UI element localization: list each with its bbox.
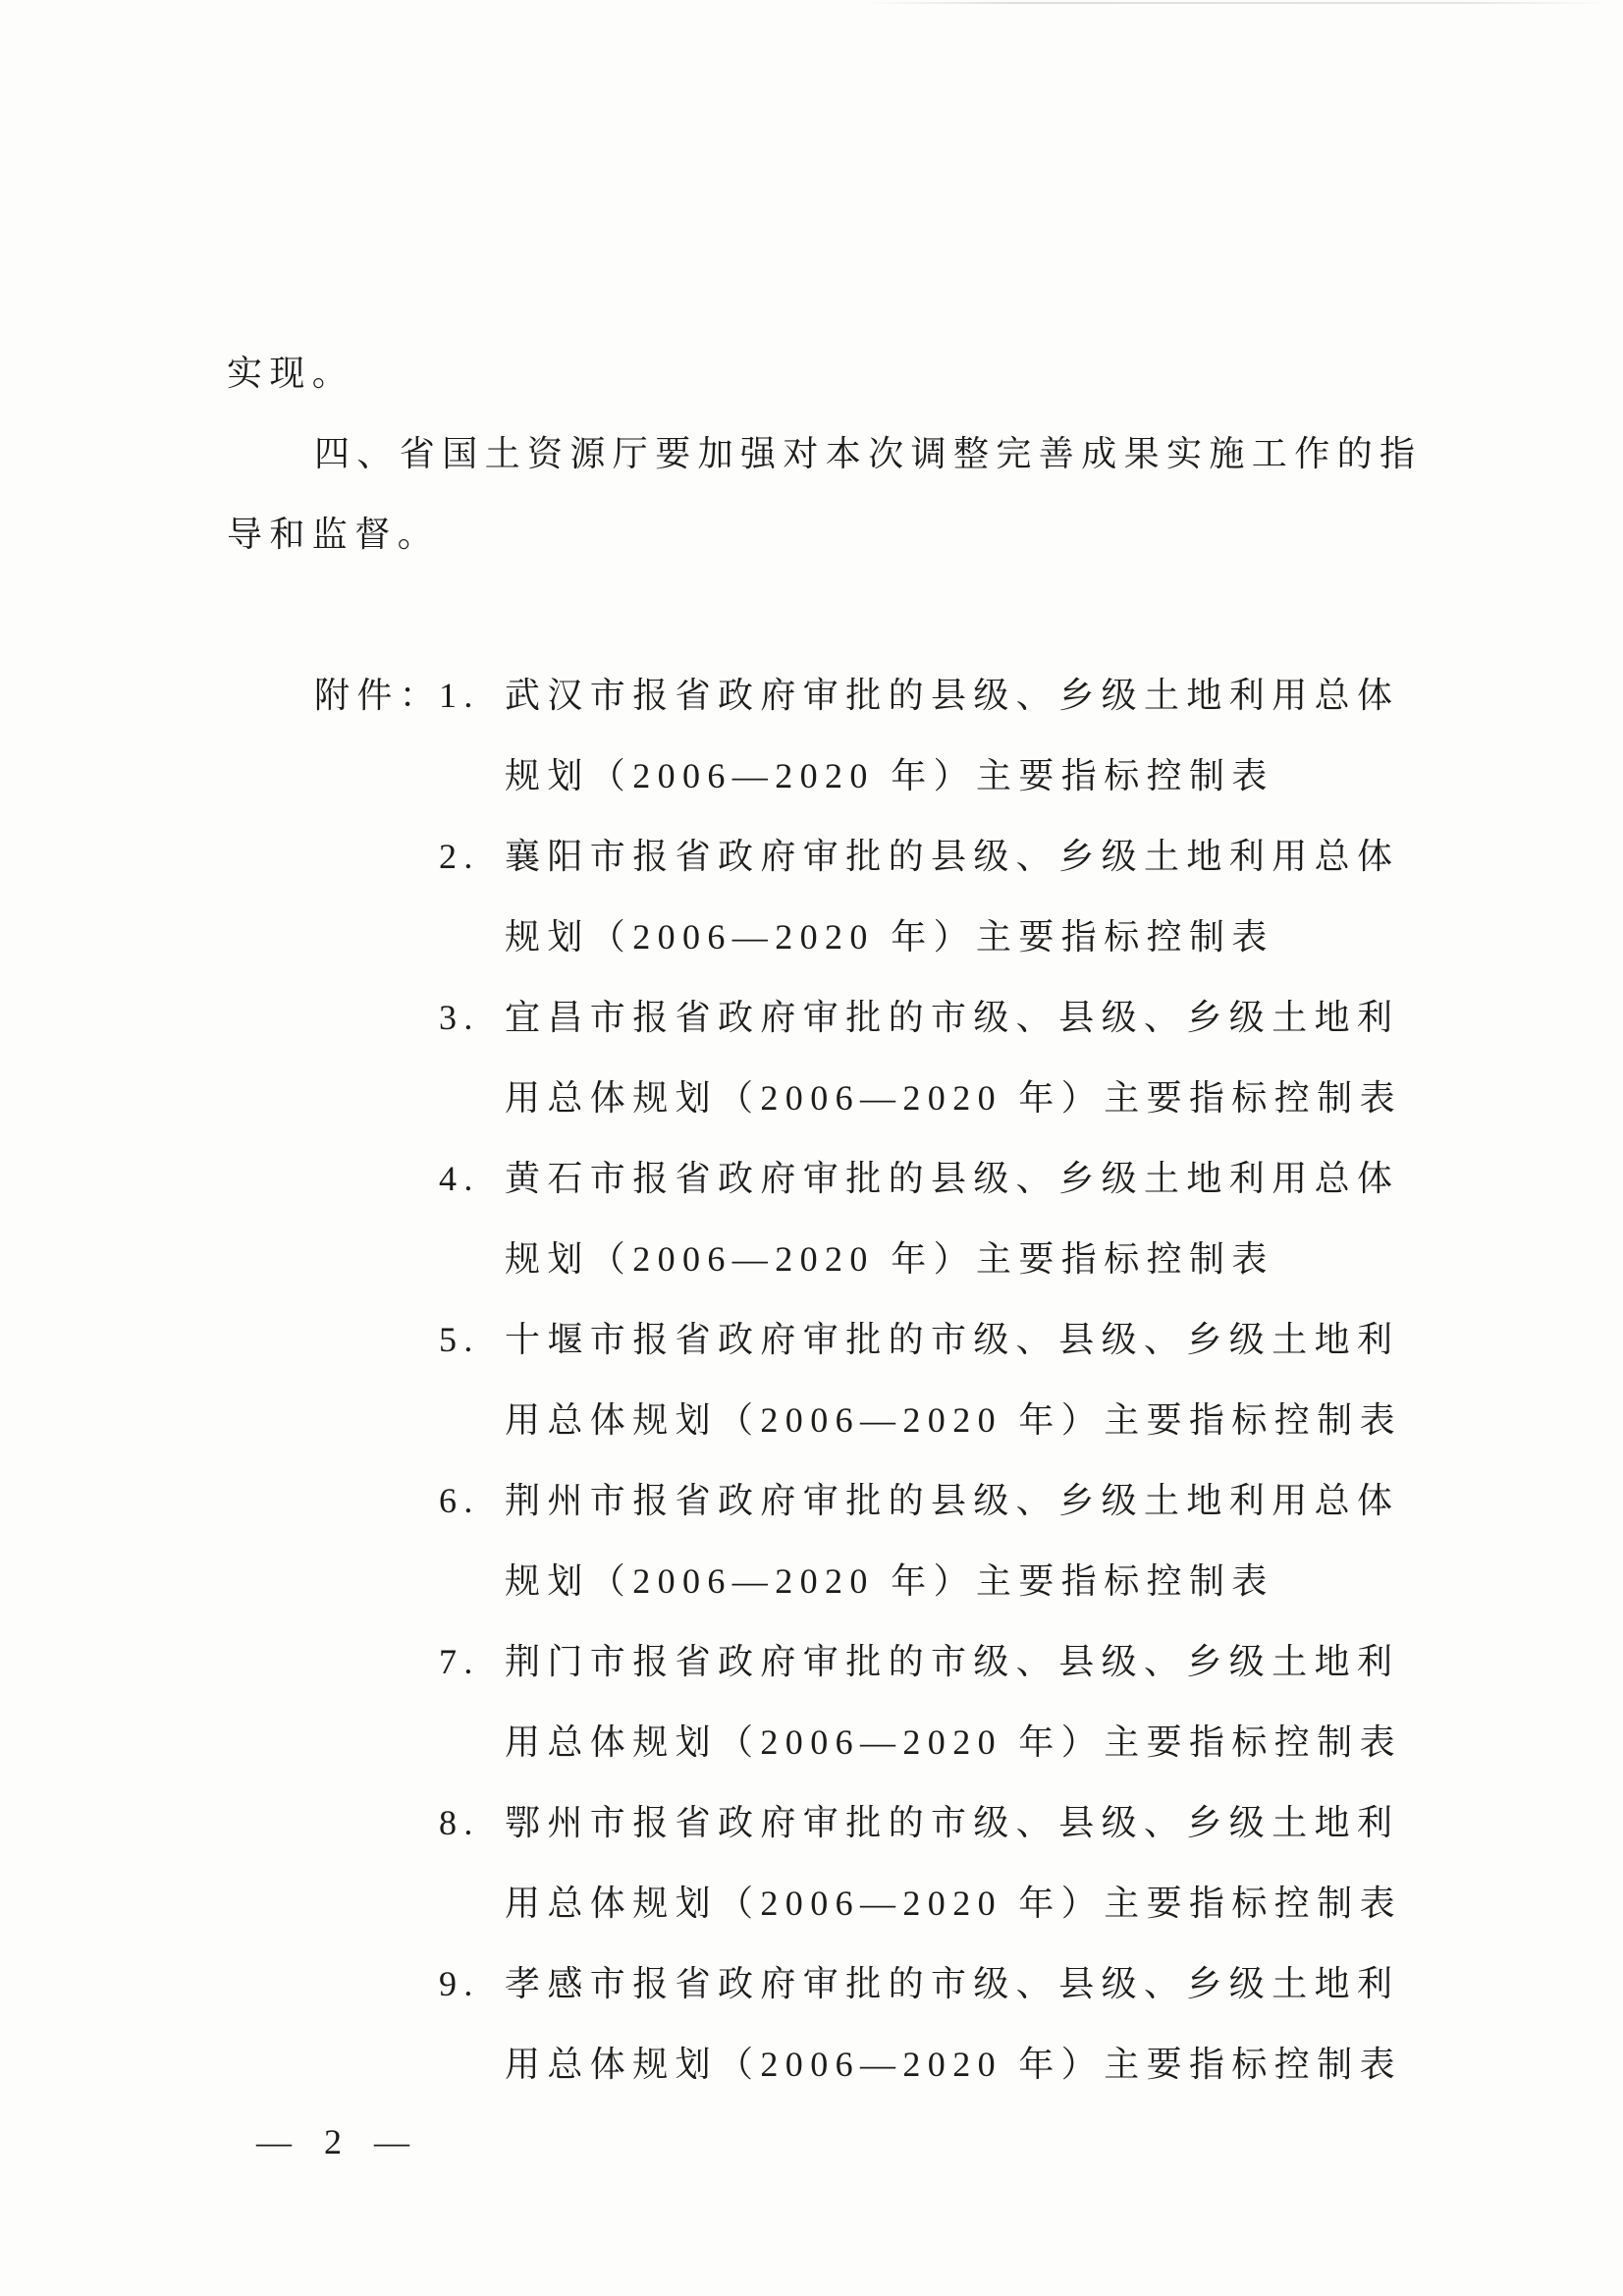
attachment-number: 4.: [439, 1159, 480, 1198]
attachment-item: [439, 1621, 1503, 1782]
attachment-number: 1.: [439, 676, 480, 715]
attachment-list: [227, 655, 1503, 2105]
attachment-title: [505, 1299, 1402, 1460]
attachment-item: [439, 1460, 1503, 1621]
page-number: — 2 —: [256, 2122, 415, 2161]
attachment-number: 8.: [439, 1803, 480, 1842]
attachment-number: 3.: [439, 998, 480, 1037]
attachment-title-line: 荆州市报省政府审批的县级、乡级土地利用总体: [505, 1481, 1400, 1520]
attachment-title-line: 孝感市报省政府审批的市级、县级、乡级土地利: [505, 1964, 1400, 2003]
attachment-title-line: 规划（2006—2020 年）主要指标控制表: [505, 1239, 1274, 1279]
attachment-title: [505, 816, 1399, 977]
attachment-title: [505, 1138, 1399, 1299]
attachment-title-line: 十堰市报省政府审批的市级、县级、乡级土地利: [505, 1320, 1400, 1359]
attachment-title-line: 宜昌市报省政府审批的市级、县级、乡级土地利: [505, 998, 1400, 1037]
attachment-title: [505, 1460, 1399, 1621]
attachment-title-line: 用总体规划（2006—2020 年）主要指标控制表: [505, 1884, 1403, 1923]
attachment-item: [439, 1138, 1503, 1299]
attachment-title: [505, 655, 1399, 816]
paragraph-line: 四、省国土资源厅要加强对本次调整完善成果实施工作的指: [314, 434, 1423, 473]
attachment-title-line: 规划（2006—2020 年）主要指标控制表: [505, 1561, 1274, 1601]
attachment-title-line: 用总体规划（2006—2020 年）主要指标控制表: [505, 2045, 1403, 2084]
attachment-title-line: 用总体规划（2006—2020 年）主要指标控制表: [505, 1722, 1403, 1762]
attachment-title-line: 用总体规划（2006—2020 年）主要指标控制表: [505, 1400, 1403, 1440]
attachment-title: [505, 1782, 1402, 1943]
attachment-title-line: 用总体规划（2006—2020 年）主要指标控制表: [505, 1078, 1403, 1118]
attachment-title-line: 武汉市报省政府审批的县级、乡级土地利用总体: [505, 676, 1400, 715]
scan-edge-mark: [864, 2, 1610, 4]
attachment-number: 6.: [439, 1481, 480, 1520]
attachment-number: 7.: [439, 1642, 480, 1681]
attachment-number: 9.: [439, 1964, 480, 2003]
attachment-title: [505, 1621, 1402, 1782]
attachment-item: [439, 1943, 1503, 2105]
document-body: [227, 333, 1503, 2105]
attachment-number: 5.: [439, 1320, 480, 1359]
attachment-item: [439, 1299, 1503, 1460]
attachment-title-line: 黄石市报省政府审批的县级、乡级土地利用总体: [505, 1159, 1400, 1198]
attachments-label: 附件：: [314, 676, 443, 715]
attachment-title: [505, 977, 1402, 1138]
attachment-title-line: 规划（2006—2020 年）主要指标控制表: [505, 917, 1274, 957]
attachment-title-line: 襄阳市报省政府审批的县级、乡级土地利用总体: [505, 837, 1400, 876]
attachment-title: [505, 1943, 1402, 2105]
attachment-item: [439, 977, 1503, 1138]
attachment-item: [439, 1782, 1503, 1943]
attachment-number: 2.: [439, 837, 480, 876]
attachment-item: [439, 655, 1503, 816]
attachment-item: [439, 816, 1503, 977]
paragraph-line: 实现。: [227, 354, 355, 393]
blank-line: [227, 574, 1503, 655]
attachment-title-line: 鄂州市报省政府审批的市级、县级、乡级土地利: [505, 1803, 1400, 1842]
attachment-title-line: 规划（2006—2020 年）主要指标控制表: [505, 756, 1274, 795]
attachment-title-line: 荆门市报省政府审批的市级、县级、乡级土地利: [505, 1642, 1400, 1681]
paragraph-line: 导和监督。: [227, 515, 441, 554]
